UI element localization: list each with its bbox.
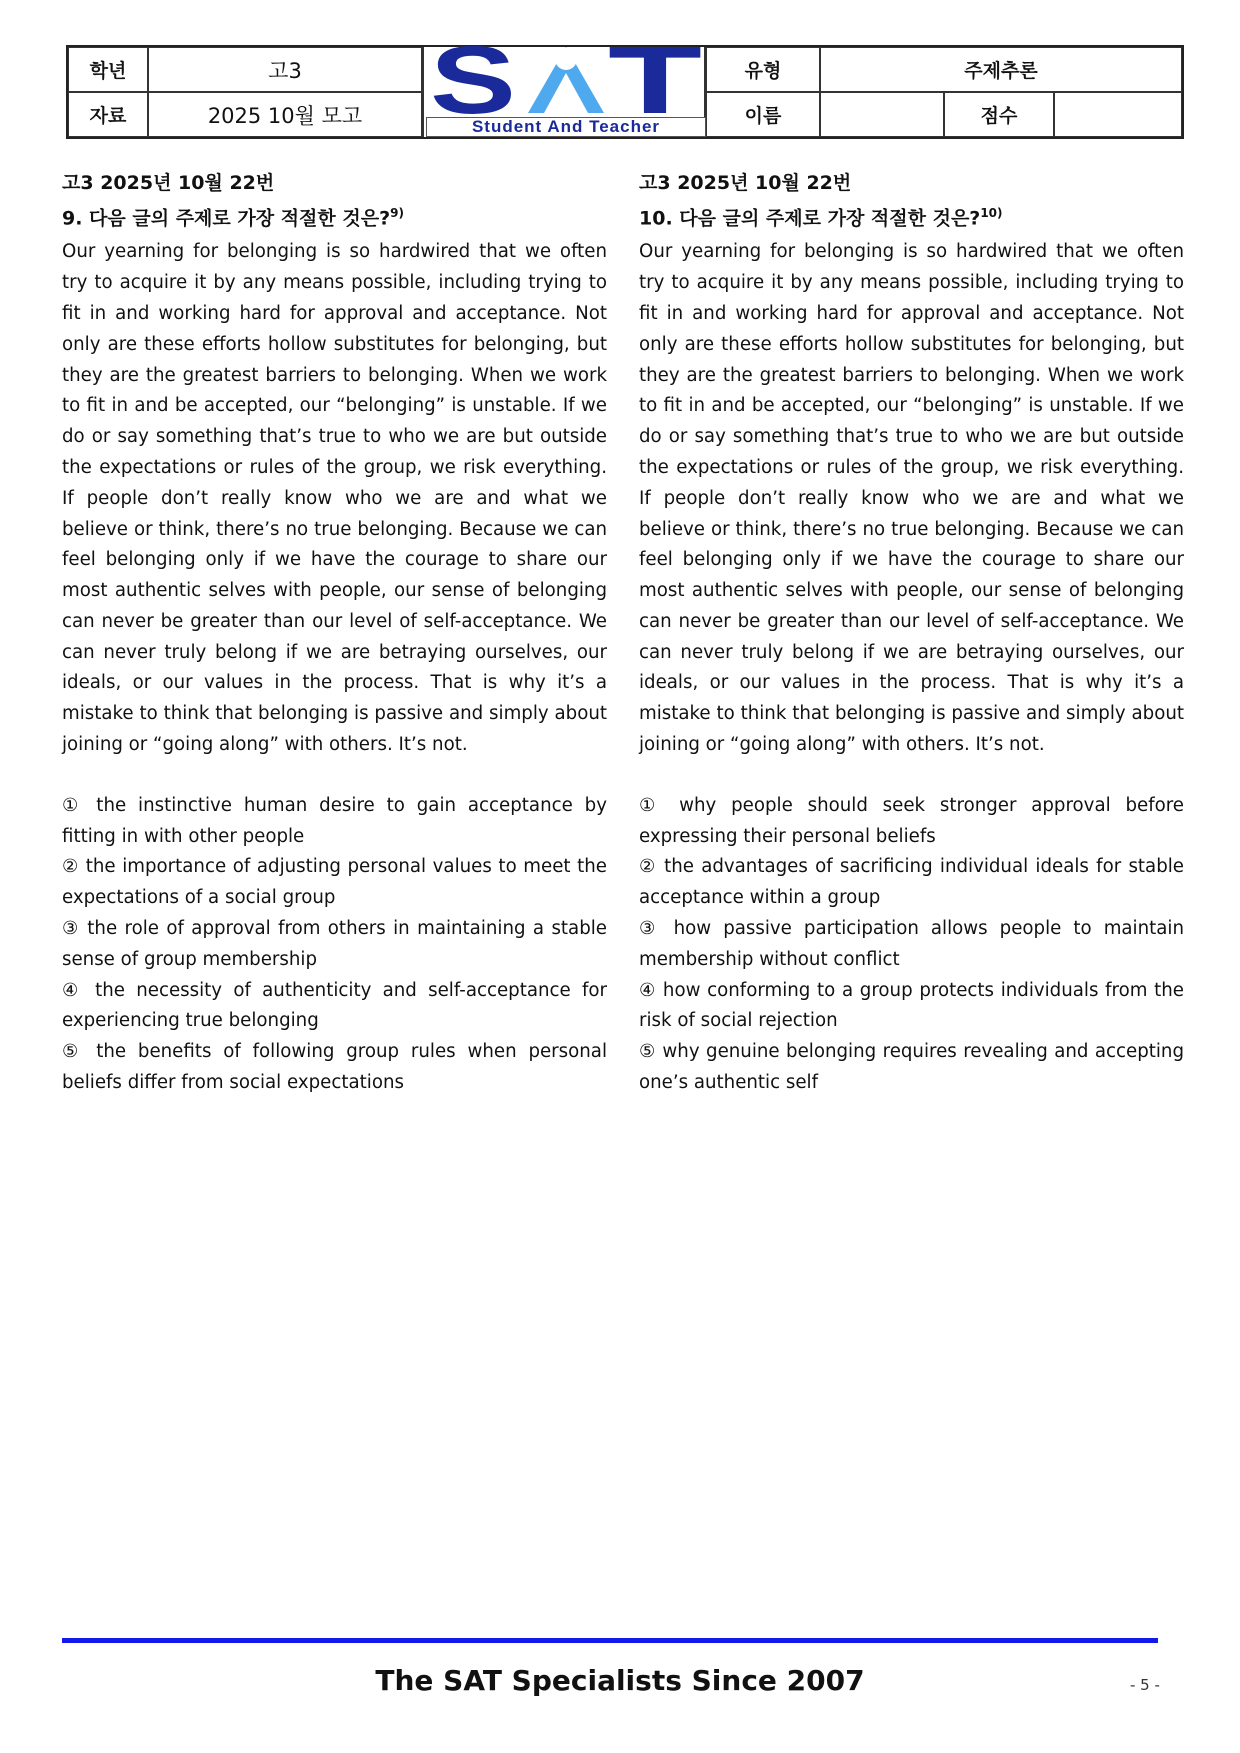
- choice-2[interactable]: ② the importance of adjusting personal values to meet the expectations of a social group: [62, 856, 607, 909]
- question-10: [639, 168, 1184, 1099]
- choice-5[interactable]: ⑤ why genuine belonging requires revealing and accepting one’s authentic self: [639, 1041, 1184, 1094]
- name-label: 이름: [706, 92, 820, 137]
- footer-title: The SAT Specialists Since 2007: [375, 1664, 865, 1697]
- type-label: 유형: [706, 47, 820, 92]
- choice-1[interactable]: ① why people should seek stronger approval before expressing their personal beliefs: [639, 794, 1184, 847]
- logo-letter-s: S: [430, 43, 516, 115]
- type-value: 주제추론: [820, 47, 1182, 92]
- question-source: 고3 2025년 10월 22번: [62, 172, 275, 194]
- sat-logo-graphic: [428, 43, 704, 115]
- header-table: [66, 45, 1184, 139]
- choice-2[interactable]: ② the advantages of sacrificing individual ideals for stable acceptance within a group: [639, 856, 1184, 909]
- logo-subtitle: Student And Teacher: [426, 117, 706, 137]
- sat-logo: [422, 43, 706, 137]
- score-label: 점수: [944, 92, 1054, 137]
- grade-value: 고3: [148, 47, 422, 92]
- page-number: - 5 -: [1130, 1676, 1160, 1694]
- name-field[interactable]: [820, 92, 944, 137]
- choice-3[interactable]: ③ the role of approval from others in maintaining a stable sense of group membership: [62, 918, 607, 970]
- question-footnote: 10): [980, 206, 1003, 220]
- score-field[interactable]: [1054, 92, 1182, 137]
- question-title-text: 10. 다음 글의 주제로 가장 적절한 것은?: [639, 207, 981, 230]
- choice-5[interactable]: ⑤ the benefits of following group rules when personal beliefs differ from social expectations: [62, 1041, 607, 1094]
- answer-choices: [639, 791, 1184, 1099]
- question-9: [62, 168, 607, 1099]
- choice-4[interactable]: ④ how conforming to a group protects individuals from the risk of social rejection: [639, 979, 1184, 1032]
- question-title-text: 9. 다음 글의 주제로 가장 적절한 것은?: [62, 207, 391, 230]
- material-value: 2025 10월 모고: [148, 92, 422, 137]
- question-source: 고3 2025년 10월 22번: [639, 172, 852, 194]
- answer-choices: [62, 791, 607, 1099]
- passage: Our yearning for belonging is so hardwired that we often try to acquire it by any means possible, including trying to fit in and working hard for approval and acceptance. Not only are these efforts hollow substitutes for belonging, but they are the greatest barriers to belonging. When we work to fit in and be accepted, our “belonging” is unstable. If we do or say something that’s true to who we are but outside the expectations or rules of the group, we risk everything. If people don’t really know who we are and what we believe or think, there’s no true belonging. Because we can feel belonging only if we have the courage to share our most authentic selves with people, our sense of belonging can never be greater than our level of self-acceptance. We can never truly belong if we are betraying ourselves, our ideals, or our values in the process. That is why it’s a mistake to think that belonging is passive and simply about joining or “going along” with others. It’s not.: [639, 241, 1184, 756]
- grade-label: 학년: [68, 47, 148, 92]
- logo-a-dot: [555, 48, 577, 70]
- question-footnote: 9): [390, 206, 404, 220]
- question-title: [639, 198, 1184, 233]
- material-label: 자료: [68, 92, 148, 137]
- logo-letter-t: T: [608, 43, 702, 115]
- choice-1[interactable]: ① the instinctive human desire to gain acceptance by fitting in with other people: [62, 794, 607, 847]
- choice-4[interactable]: ④ the necessity of authenticity and self-acceptance for experiencing true belonging: [62, 979, 607, 1032]
- footer-divider: [62, 1638, 1158, 1643]
- passage: Our yearning for belonging is so hardwired that we often try to acquire it by any means possible, including trying to fit in and working hard for approval and acceptance. Not only are these efforts hollow substitutes for belonging, but they are the greatest barriers to belonging. When we work to fit in and be accepted, our “belonging” is unstable. If we do or say something that’s true to who we are but outside the expectations or rules of the group, we risk everything. If people don’t really know who we are and what we believe or think, there’s no true belonging. Because we can feel belonging only if we have the courage to share our most authentic selves with people, our sense of belonging can never be greater than our level of self-acceptance. We can never truly belong if we are betraying ourselves, our ideals, or our values in the process. That is why it’s a mistake to think that belonging is passive and simply about joining or “going along” with others. It’s not.: [62, 241, 607, 756]
- choice-3[interactable]: ③ how passive participation allows people to maintain membership without conflict: [639, 918, 1184, 970]
- question-title: [62, 198, 607, 233]
